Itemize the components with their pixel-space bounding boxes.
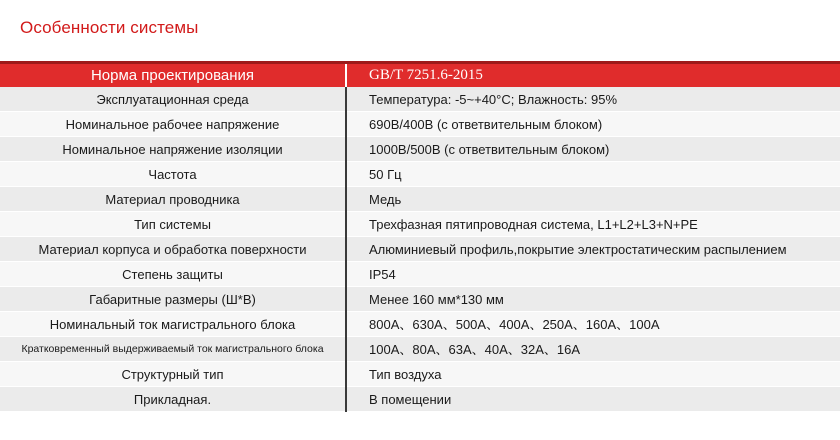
table-row <box>0 87 840 112</box>
row-value: Тип воздуха <box>369 366 442 382</box>
row-label: Степень защиты <box>0 262 346 287</box>
table-row <box>0 137 840 162</box>
section-title: Особенности системы <box>20 18 199 37</box>
row-label: Габаритные размеры (Ш*В) <box>0 287 346 312</box>
row-value: В помещении <box>369 391 452 407</box>
row-label: Кратковременный выдерживаемый ток магистрального блока <box>0 337 346 362</box>
header-label-cell: Норма проектирования <box>0 63 346 88</box>
table-row <box>0 362 840 387</box>
table-row <box>0 187 840 212</box>
table-row <box>0 162 840 187</box>
row-label: Номинальное напряжение изоляции <box>0 137 346 162</box>
header-value-cell: GB/T 7251.6-2015 <box>369 67 483 83</box>
row-label: Тип системы <box>0 212 346 237</box>
row-value: 690В/400В (с ответвительным блоком) <box>369 116 603 132</box>
row-label: Номинальное рабочее напряжение <box>0 112 346 137</box>
row-value: Алюминиевый профиль,покрытие электростатическим распылением <box>369 241 787 257</box>
table-row <box>0 212 840 237</box>
row-label: Структурный тип <box>0 362 346 387</box>
row-label: Материал проводника <box>0 187 346 212</box>
table-header-row <box>0 63 840 88</box>
table-row <box>0 237 840 262</box>
table-row <box>0 262 840 287</box>
table-row <box>0 287 840 312</box>
row-value: Менее 160 мм*130 мм <box>369 291 504 307</box>
spec-table <box>0 61 840 412</box>
row-value: IP54 <box>369 266 396 282</box>
row-value: Трехфазная пятипроводная система, L1+L2+L3+N+PE <box>369 216 698 232</box>
row-value: 50 Гц <box>369 166 402 182</box>
row-value: Температура: -5~+40°C; Влажность: 95% <box>369 91 618 107</box>
row-label: Номинальный ток магистрального блока <box>0 312 346 337</box>
row-label: Эксплуатационная среда <box>0 87 346 112</box>
row-value: 1000В/500В (с ответвительным блоком) <box>369 141 610 157</box>
row-label: Частота <box>0 162 346 187</box>
row-value: 100A、80A、63A、40A、32A、16A <box>369 341 581 357</box>
row-value: Медь <box>369 191 402 207</box>
row-value: 800A、630A、500A、400A、250A、160A、100A <box>369 316 660 332</box>
table-row <box>0 337 840 362</box>
table-row <box>0 312 840 337</box>
table-row <box>0 112 840 137</box>
row-label: Прикладная. <box>0 387 346 412</box>
table-row <box>0 387 840 412</box>
row-label: Материал корпуса и обработка поверхности <box>0 237 346 262</box>
